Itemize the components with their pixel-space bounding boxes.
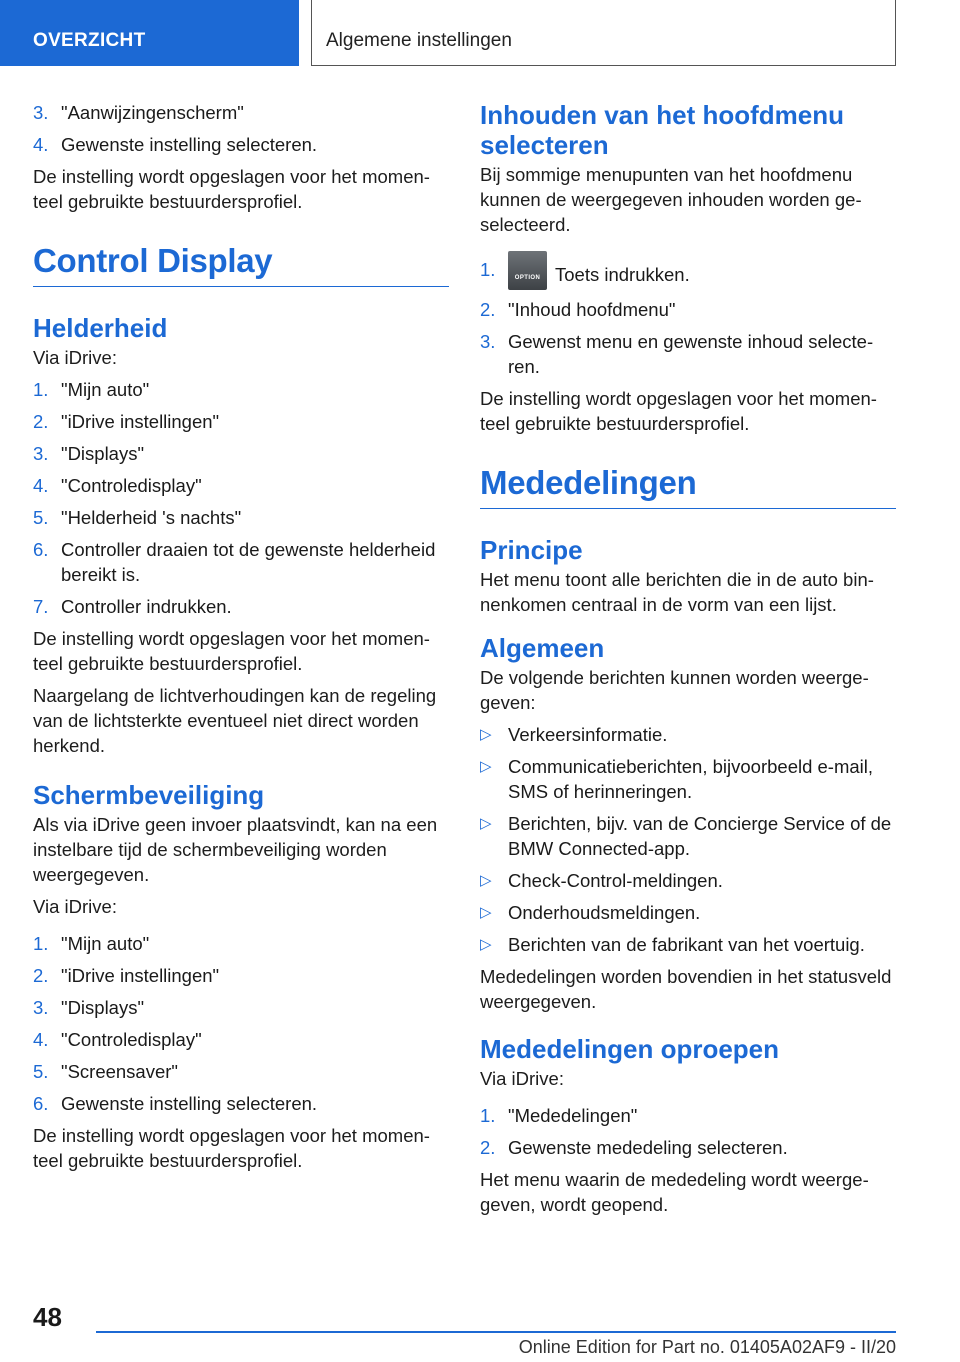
item-text: Berichten van de fabrikant van het voertuig. [508, 934, 865, 955]
triangle-bullet-icon: ▷ [480, 936, 492, 953]
item-text: Check-Control-meldingen. [508, 870, 723, 891]
paragraph: De instelling wordt opgeslagen voor het momenteel gebruikte bestuurdersprofiel. [480, 388, 877, 434]
list-item [33, 1091, 449, 1116]
list-item [33, 537, 449, 587]
triangle-bullet-icon: ▷ [480, 904, 492, 921]
triangle-bullet-icon: ▷ [480, 758, 492, 775]
list-item [480, 1135, 896, 1160]
page-number: 48 [33, 1302, 62, 1332]
step-number: 1. [33, 933, 49, 954]
step-text: "iDrive instellingen" [61, 965, 220, 986]
triangle-bullet-icon: ▷ [480, 815, 492, 832]
step-text: "iDrive instellingen" [61, 411, 220, 432]
step-number: 1. [33, 379, 49, 400]
list-item [480, 868, 896, 893]
step-number: 1. [480, 259, 496, 280]
paragraph: Als via iDrive geen invoer plaatsvindt, kan na een instelbare tijd de schermbeveiliging worden weergegeven. [33, 814, 438, 885]
step-text: "Displays" [61, 443, 145, 464]
right-column [480, 100, 896, 1224]
item-text: Communicatieberichten, bijvoorbeeld e-mail, SMS of herinneringen. [508, 756, 874, 802]
list-item [33, 409, 449, 434]
paragraph: Het menu toont alle berichten die in de auto binnenkomen centraal in de vorm van een lijst. [480, 569, 874, 615]
step-number: 3. [480, 331, 496, 352]
step-text: "Mijn auto" [61, 933, 150, 954]
list-item [33, 1059, 449, 1084]
helderheid-steps [33, 377, 449, 619]
chapter-heading-control-display: Control Display [33, 242, 449, 287]
step-text: Gewenste mededeling selecteren. [508, 1137, 788, 1158]
list-item [33, 594, 449, 619]
list-item [480, 251, 896, 290]
section-heading-helderheid: Helderheid [33, 313, 168, 343]
list-item [33, 441, 449, 466]
oproepen-steps [480, 1103, 896, 1160]
step-text: Controller indrukken. [61, 596, 232, 617]
paragraph: Via iDrive: [480, 1068, 564, 1089]
list-item [33, 473, 449, 498]
list-item [480, 900, 896, 925]
list-item [33, 505, 449, 530]
step-text: "Mijn auto" [61, 379, 150, 400]
paragraph: De instelling wordt opgeslagen voor het momenteel gebruikte bestuurdersprofiel. [33, 628, 430, 674]
item-text: Verkeersinformatie. [508, 724, 668, 745]
step-text: "Mededelingen" [508, 1105, 638, 1126]
step-number: 6. [33, 1093, 49, 1114]
chapter-heading-mededelingen: Mededelingen [480, 464, 896, 509]
footer-divider [96, 1331, 896, 1333]
schermbeveiliging-steps [33, 931, 449, 1116]
section-heading-oproepen: Mededelingen oproepen [480, 1034, 780, 1064]
paragraph: De instelling wordt opgeslagen voor het momenteel gebruikte bestuurdersprofiel. [33, 1125, 430, 1171]
step-number: 4. [33, 134, 49, 155]
list-item [480, 1103, 896, 1128]
step-number: 3. [33, 102, 49, 123]
paragraph: Naargelang de lichtverhoudingen kan de regeling van de lichtsterkte eventueel niet direct worden herkend. [33, 685, 437, 756]
paragraph: De instelling wordt opgeslagen voor het momenteel gebruikte bestuurdersprofiel. [33, 166, 430, 212]
tab-overzicht[interactable]: OVERZICHT [0, 0, 299, 66]
step-text: "Inhoud hoofdmenu" [508, 299, 676, 320]
step-text: Gewenste instelling selecteren. [61, 134, 318, 155]
list-item [480, 722, 896, 747]
intro-steps [33, 100, 449, 157]
step-number: 2. [480, 1137, 496, 1158]
left-column [33, 100, 449, 1180]
list-item [33, 931, 449, 956]
step-text: Gewenste instelling selecteren. [61, 1093, 318, 1114]
section-title-tab[interactable]: Algemene instellingen [311, 0, 896, 66]
hoofdmenu-steps [480, 251, 896, 379]
section-heading-schermbeveiliging: Schermbeveiliging [33, 780, 265, 810]
paragraph: De volgende berichten kunnen worden weergegeven: [480, 667, 869, 713]
list-item [480, 329, 896, 379]
step-number: 3. [33, 443, 49, 464]
step-number: 7. [33, 596, 49, 617]
step-number: 6. [33, 539, 49, 560]
item-text: Onderhoudsmeldingen. [508, 902, 701, 923]
edition-footer: Online Edition for Part no. 01405A02AF9 - II/20 [518, 1337, 896, 1357]
list-item [480, 932, 896, 957]
paragraph: Via iDrive: [33, 347, 117, 368]
section-heading-algemeen: Algemeen [480, 633, 605, 663]
step-text: "Helderheid 's nachts" [61, 507, 242, 528]
list-item [480, 297, 896, 322]
step-number: 2. [480, 299, 496, 320]
paragraph: Bij sommige menupunten van het hoofdmenu kunnen de weergegeven inhouden worden geselecteerd. [480, 164, 862, 235]
list-item [480, 754, 896, 804]
item-text: Berichten, bijv. van de Concierge Service of de BMW Connected-app. [508, 813, 892, 859]
paragraph: Mededelingen worden bovendien in het statusveld weergegeven. [480, 966, 892, 1012]
step-text: Gewenst menu en gewenste inhoud selecteren. [508, 331, 874, 377]
step-number: 2. [33, 965, 49, 986]
step-text: "Controledisplay" [61, 475, 202, 496]
list-item [33, 1027, 449, 1052]
step-number: 3. [33, 997, 49, 1018]
step-text: "Displays" [61, 997, 145, 1018]
step-text: Controller draaien tot de gewenste helderheid bereikt is. [61, 539, 436, 585]
step-text: Toets indrukken. [555, 264, 690, 285]
triangle-bullet-icon: ▷ [480, 726, 492, 743]
step-text: "Aanwijzingenscherm" [61, 102, 244, 123]
paragraph: Via iDrive: [33, 896, 117, 917]
section-heading-hoofdmenu: Inhouden van het hoofdmenu selecteren [480, 100, 844, 160]
step-number: 4. [33, 475, 49, 496]
message-types-list [480, 722, 896, 957]
step-number: 5. [33, 507, 49, 528]
step-text: "Screensaver" [61, 1061, 178, 1082]
step-number: 4. [33, 1029, 49, 1050]
list-item [480, 811, 896, 861]
triangle-bullet-icon: ▷ [480, 872, 492, 889]
step-number: 1. [480, 1105, 496, 1126]
step-number: 2. [33, 411, 49, 432]
list-item [33, 963, 449, 988]
list-item [33, 132, 449, 157]
list-item [33, 995, 449, 1020]
paragraph: Het menu waarin de mededeling wordt weergegeven, wordt geopend. [480, 1169, 869, 1215]
option-button-icon [508, 251, 547, 290]
section-heading-principe: Principe [480, 535, 583, 565]
list-item [33, 377, 449, 402]
page-header [0, 0, 960, 66]
step-number: 5. [33, 1061, 49, 1082]
step-text: "Controledisplay" [61, 1029, 202, 1050]
option-key-label: OPTION [514, 275, 541, 281]
list-item [33, 100, 449, 125]
